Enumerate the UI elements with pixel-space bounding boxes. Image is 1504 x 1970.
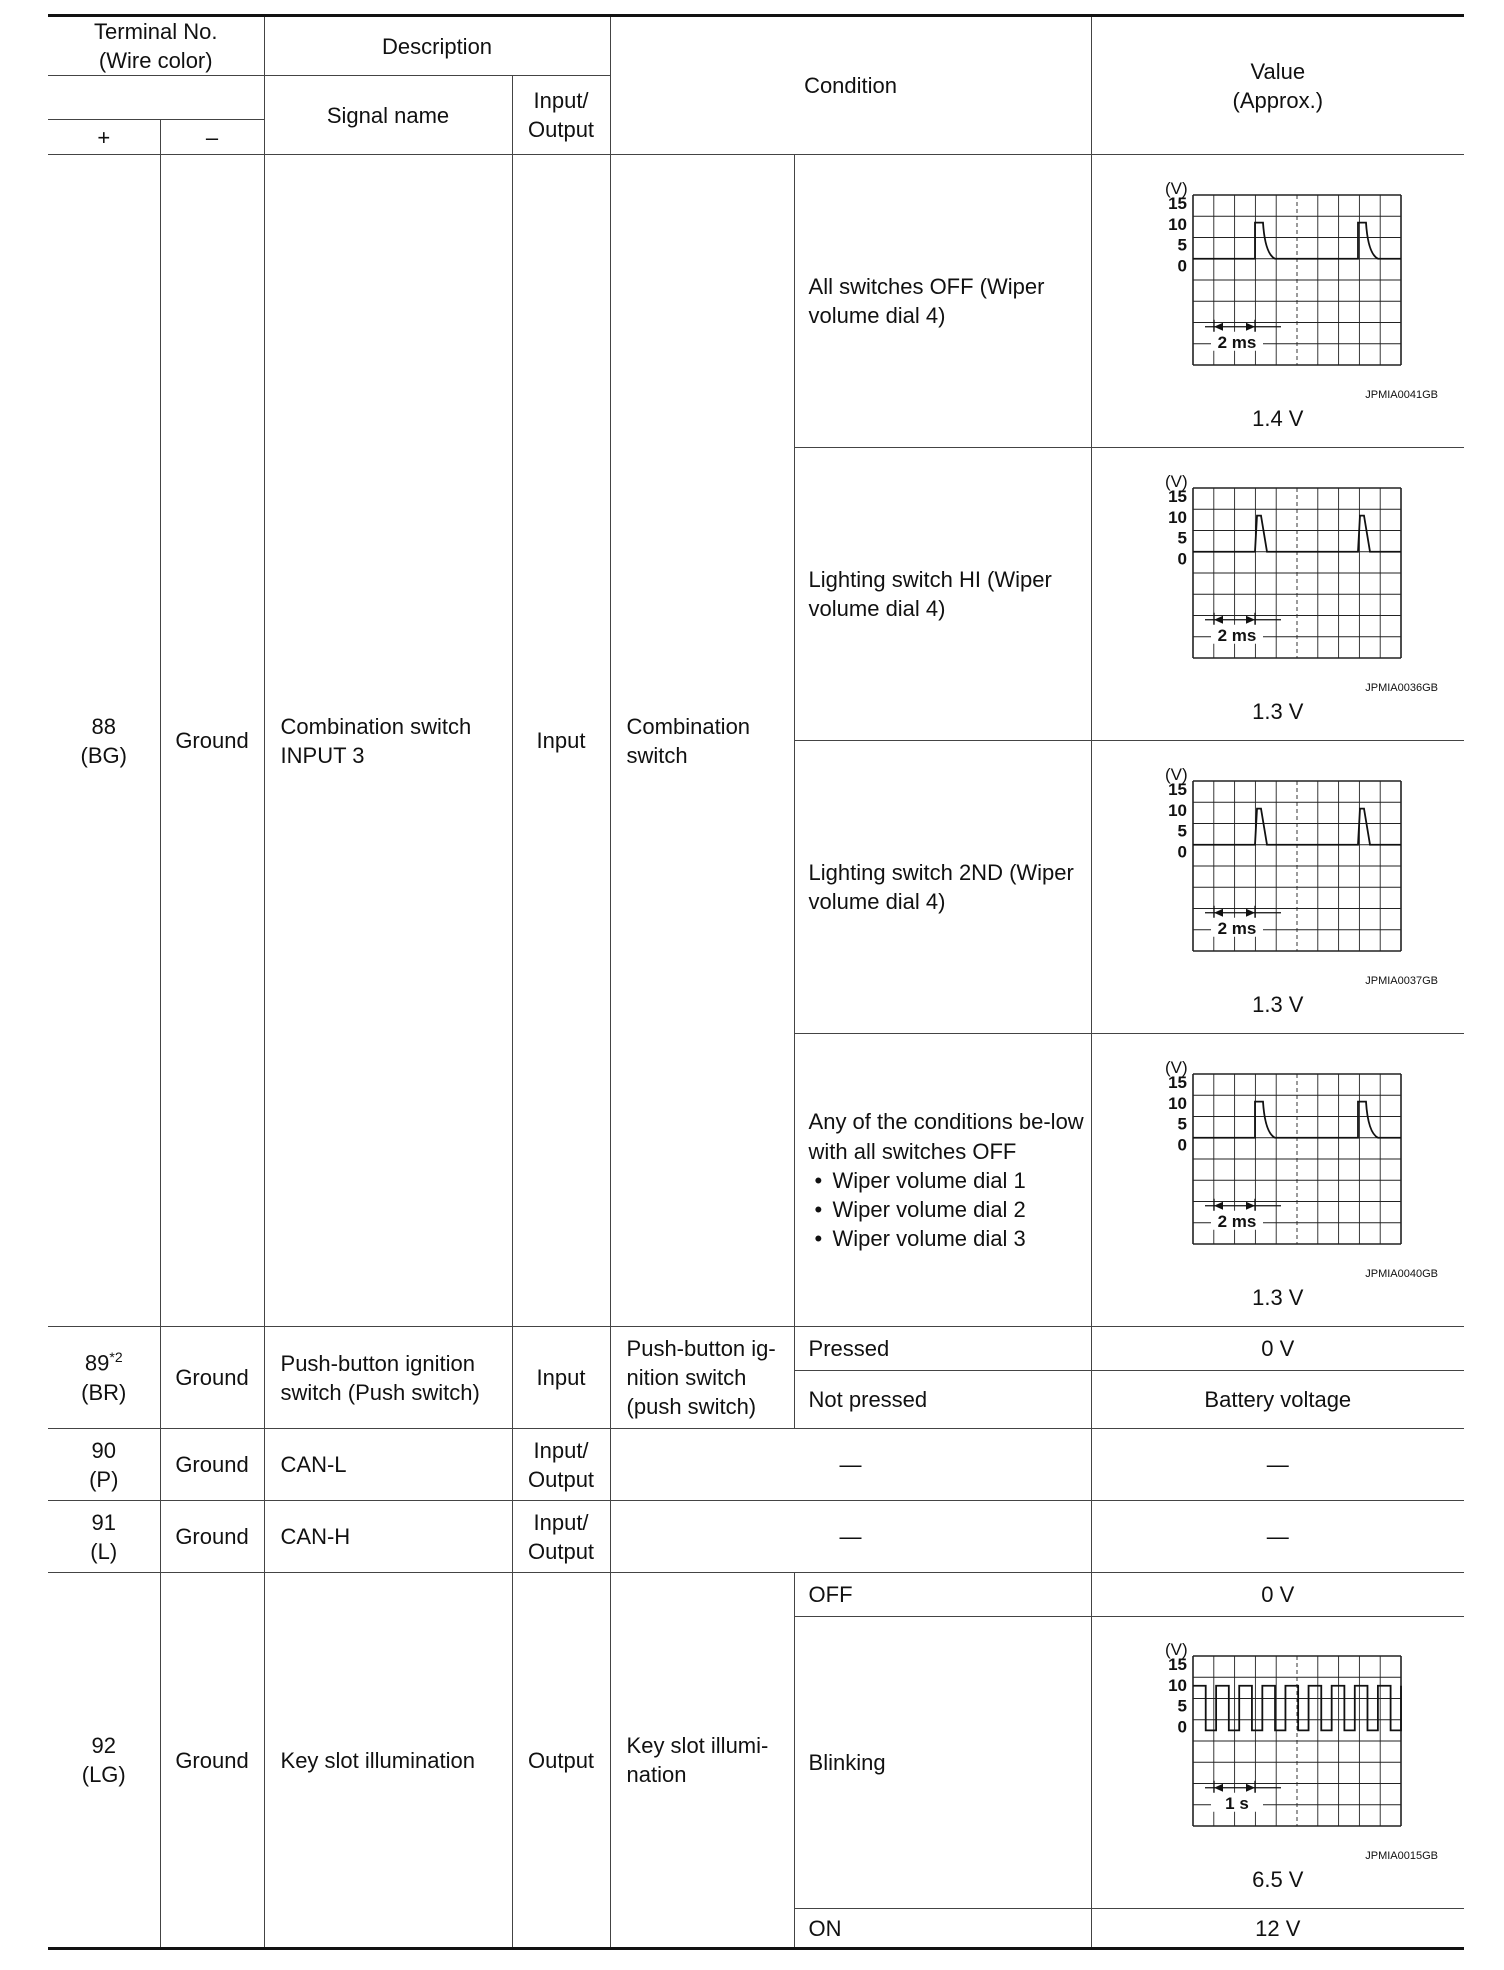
waveform-figure <box>1113 1631 1443 1863</box>
terminal-88-cond-4-list <box>809 1166 1091 1253</box>
terminal-92 <box>48 1573 160 1949</box>
terminal-89-value-1: 0 V <box>1091 1327 1464 1371</box>
terminal-89-ground: Ground <box>160 1327 264 1429</box>
terminal-89-condition: Push-button ig-nition switch (push switch) <box>610 1327 794 1429</box>
header-description: Description <box>264 16 610 76</box>
terminal-88-value-2-text: 1.3 V <box>1252 698 1304 724</box>
axis-tick-label: 5 <box>1177 528 1187 548</box>
list-item: • Wiper volume dial 1 <box>809 1166 1091 1195</box>
figure-id: JPMIA0040GB <box>1365 1267 1438 1280</box>
header-terminal-no <box>48 16 264 76</box>
terminal-88-value-3 <box>1091 741 1464 1034</box>
header-wire-color: (Wire color) <box>98 48 213 74</box>
terminal-88-value-1 <box>1091 155 1464 448</box>
terminal-92-cond-3: ON <box>794 1909 1091 1949</box>
terminal-91-condition: — <box>610 1501 1091 1573</box>
axis-tick-label: 15 <box>1167 193 1187 213</box>
header-condition: Condition <box>610 16 1091 155</box>
terminal-89-value-2: Battery voltage <box>1091 1371 1464 1429</box>
time-marker-arrow <box>1214 1201 1223 1209</box>
terminal-92-io: Output <box>512 1573 610 1949</box>
terminal-88-cond-4-text: Any of the conditions be-low with all switches OFF <box>808 1109 1084 1164</box>
terminal-91-io: Input/ Output <box>512 1501 610 1573</box>
time-label: 2 ms <box>1217 1211 1257 1231</box>
terminal-92-signal: Key slot illumination <box>264 1573 512 1949</box>
terminal-92-cond-1: OFF <box>794 1573 1091 1617</box>
axis-unit-label: (V) <box>1164 1640 1188 1660</box>
header-value <box>1091 16 1464 155</box>
axis-tick-label: 10 <box>1167 1675 1187 1695</box>
axis-tick-label: 0 <box>1177 549 1187 569</box>
terminal-89-cond-2: Not pressed <box>794 1371 1091 1429</box>
terminal-spec-table <box>48 14 1464 1950</box>
terminal-90-io: Input/ Output <box>512 1429 610 1501</box>
header-minus: – <box>160 120 264 155</box>
header-approx: (Approx.) <box>1232 87 1324 113</box>
terminal-89-wire: (BR) <box>81 1379 127 1405</box>
terminal-88-value-4-text: 1.3 V <box>1252 1284 1304 1310</box>
terminal-90-signal: CAN-L <box>264 1429 512 1501</box>
list-item: • Wiper volume dial 2 <box>809 1195 1091 1224</box>
terminal-90-value: — <box>1091 1429 1464 1501</box>
header-terminal-spacer <box>48 76 264 120</box>
axis-tick-label: 5 <box>1177 1114 1187 1134</box>
terminal-91-signal: CAN-H <box>264 1501 512 1573</box>
time-marker-arrow <box>1214 322 1223 330</box>
header-plus: + <box>48 120 160 155</box>
terminal-91-value: — <box>1091 1501 1464 1573</box>
terminal-92-condition: Key slot illumi-nation <box>610 1573 794 1949</box>
terminal-90-ground: Ground <box>160 1429 264 1501</box>
list-item: • Wiper volume dial 3 <box>809 1224 1091 1253</box>
terminal-92-value-3: 12 V <box>1091 1909 1464 1949</box>
terminal-88-condition: Combination switch <box>610 155 794 1327</box>
figure-id: JPMIA0037GB <box>1365 974 1438 987</box>
terminal-92-value-2-text: 6.5 V <box>1252 1867 1304 1893</box>
terminal-91 <box>48 1501 160 1573</box>
terminal-88 <box>48 155 160 1327</box>
time-marker-arrow <box>1214 615 1223 623</box>
time-marker-arrow <box>1214 908 1223 916</box>
header-terminal-no-text: Terminal No. <box>94 19 218 44</box>
axis-tick-label: 5 <box>1177 821 1187 841</box>
axis-tick-label: 0 <box>1177 256 1187 276</box>
axis-unit-label: (V) <box>1164 178 1188 198</box>
header-signal-name: Signal name <box>264 76 512 155</box>
terminal-88-cond-1: All switches OFF (Wiper volume dial 4) <box>794 155 1091 448</box>
terminal-88-value-4 <box>1091 1034 1464 1327</box>
terminal-90 <box>48 1429 160 1501</box>
terminal-92-ground: Ground <box>160 1573 264 1949</box>
terminal-88-wire: (BG) <box>80 742 127 768</box>
terminal-92-wire: (LG) <box>81 1762 126 1788</box>
terminal-89-cond-1: Pressed <box>794 1327 1091 1371</box>
axis-tick-label: 5 <box>1177 1696 1187 1716</box>
terminal-90-condition: — <box>610 1429 1091 1501</box>
axis-tick-label: 10 <box>1167 1093 1187 1113</box>
axis-unit-label: (V) <box>1164 1057 1188 1077</box>
figure-id: JPMIA0036GB <box>1365 681 1438 694</box>
terminal-92-value-1: 0 V <box>1091 1573 1464 1617</box>
axis-tick-label: 15 <box>1167 1655 1187 1675</box>
waveform-figure <box>1113 756 1443 988</box>
header-value-text: Value <box>1250 58 1306 84</box>
terminal-88-ground: Ground <box>160 155 264 1327</box>
axis-tick-label: 5 <box>1177 235 1187 255</box>
time-marker-arrow <box>1246 1784 1255 1792</box>
terminal-91-no: 91 <box>91 1509 116 1535</box>
time-marker-arrow <box>1214 1784 1223 1792</box>
terminal-90-no: 90 <box>91 1437 116 1463</box>
time-marker-arrow <box>1246 322 1255 330</box>
terminal-92-no: 92 <box>91 1733 116 1759</box>
terminal-88-cond-2: Lighting switch HI (Wiper volume dial 4) <box>794 448 1091 741</box>
axis-tick-label: 15 <box>1167 779 1187 799</box>
axis-tick-label: 15 <box>1167 1072 1187 1092</box>
time-marker-arrow <box>1246 615 1255 623</box>
time-label: 2 ms <box>1217 332 1257 352</box>
terminal-89-no-text: 89 <box>84 1350 110 1376</box>
terminal-88-io: Input <box>512 155 610 1327</box>
terminal-88-value-1-text: 1.4 V <box>1252 405 1304 431</box>
figure-id: JPMIA0015GB <box>1365 1850 1438 1863</box>
terminal-92-cond-2: Blinking <box>794 1617 1091 1909</box>
terminal-88-value-2 <box>1091 448 1464 741</box>
terminal-90-wire: (P) <box>89 1466 119 1492</box>
terminal-89-note: *2 <box>109 1349 123 1366</box>
axis-tick-label: 0 <box>1177 1717 1187 1737</box>
axis-tick-label: 0 <box>1177 842 1187 862</box>
terminal-88-cond-4 <box>794 1034 1091 1327</box>
terminal-89-no <box>48 1348 160 1377</box>
terminal-88-signal: Combination switch INPUT 3 <box>264 155 512 1327</box>
time-marker-arrow <box>1246 908 1255 916</box>
figure-id: JPMIA0041GB <box>1365 388 1438 401</box>
terminal-89-io: Input <box>512 1327 610 1429</box>
axis-unit-label: (V) <box>1164 471 1188 491</box>
time-label: 2 ms <box>1217 625 1257 645</box>
terminal-88-cond-3: Lighting switch 2ND (Wiper volume dial 4) <box>794 741 1091 1034</box>
axis-tick-label: 0 <box>1177 1135 1187 1155</box>
terminal-89 <box>48 1327 160 1429</box>
axis-tick-label: 15 <box>1167 486 1187 506</box>
time-marker-arrow <box>1246 1201 1255 1209</box>
waveform-figure <box>1113 463 1443 695</box>
axis-tick-label: 10 <box>1167 800 1187 820</box>
terminal-89-signal: Push-button ignition switch (Push switch) <box>264 1327 512 1429</box>
header-input-output: Input/ Output <box>512 76 610 155</box>
time-label: 1 s <box>1224 1793 1249 1813</box>
terminal-88-value-3-text: 1.3 V <box>1252 991 1304 1017</box>
terminal-92-value-2 <box>1091 1617 1464 1909</box>
waveform-figure <box>1113 170 1443 402</box>
terminal-88-no: 88 <box>91 713 116 739</box>
axis-tick-label: 10 <box>1167 214 1187 234</box>
terminal-91-ground: Ground <box>160 1501 264 1573</box>
axis-unit-label: (V) <box>1164 764 1188 784</box>
terminal-91-wire: (L) <box>90 1538 118 1564</box>
axis-tick-label: 10 <box>1167 507 1187 527</box>
waveform-figure <box>1113 1049 1443 1281</box>
time-label: 2 ms <box>1217 918 1257 938</box>
